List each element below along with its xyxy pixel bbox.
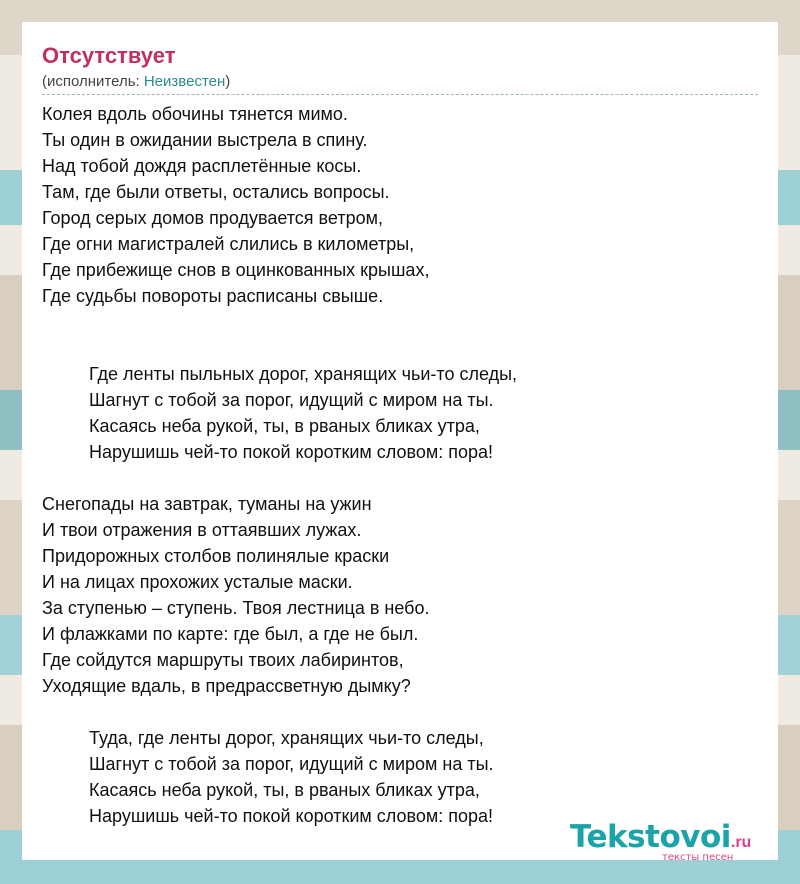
lyric-line: Нарушишь чей-то покой коротким словом: пора!	[89, 806, 494, 826]
lyrics-text	[42, 101, 758, 829]
logo-tld: .ru	[730, 834, 752, 851]
lyric-line: Где прибежище снов в оцинкованных крышах,	[42, 260, 430, 280]
performer-prefix: (исполнитель:	[42, 73, 144, 90]
lyric-line: И на лицах прохожих усталые маски.	[42, 572, 353, 592]
lyric-line: Где огни магистралей слились в километры,	[42, 234, 415, 254]
chorus-2	[42, 725, 758, 829]
lyric-line: И твои отражения в оттаявших лужах.	[42, 520, 362, 540]
chorus-1	[42, 361, 758, 465]
performer-link[interactable]: Неизвестен	[143, 73, 226, 90]
song-title: Отсутствует	[42, 43, 176, 68]
lyric-line: Касаясь неба рукой, ты, в рваных бликах утра,	[89, 780, 480, 800]
lyric-line: Ты один в ожидании выстрела в спину.	[42, 130, 368, 150]
performer-line	[42, 72, 758, 95]
lyric-line: Там, где были ответы, остались вопросы.	[42, 182, 390, 202]
lyric-line: Где ленты пыльных дорог, хранящих чьи-то следы,	[89, 364, 518, 384]
site-logo[interactable]	[570, 820, 780, 866]
lyric-line: Касаясь неба рукой, ты, в рваных бликах утра,	[89, 416, 480, 436]
lyric-line: Туда, где ленты дорог, хранящих чьи-то следы,	[89, 728, 484, 748]
lyric-line: Нарушишь чей-то покой коротким словом: пора!	[89, 442, 494, 462]
lyric-line: Где судьбы повороты расписаны свыше.	[42, 286, 384, 306]
lyric-line: Над тобой дождя расплетённые косы.	[42, 156, 362, 176]
logo-name: Tekstovoi	[570, 819, 731, 855]
lyric-line: Шагнут с тобой за порог, идущий с миром на ты.	[89, 390, 494, 410]
lyric-line: Уходящие вдаль, в предрассветную дымку?	[42, 676, 411, 696]
verse-2	[42, 491, 758, 699]
lyric-line: Где сойдутся маршруты твоих лабиринтов,	[42, 650, 404, 670]
logo-tagline: тексты песен	[662, 852, 734, 863]
lyric-line: За ступенью – ступень. Твоя лестница в небо.	[42, 598, 430, 618]
lyric-line: Колея вдоль обочины тянется мимо.	[42, 104, 348, 124]
verse-1	[42, 101, 758, 309]
lyric-line: Придорожных столбов полинялые краски	[42, 546, 390, 566]
performer-suffix: )	[225, 73, 231, 90]
lyric-line: Шагнут с тобой за порог, идущий с миром на ты.	[89, 754, 494, 774]
lyrics-card	[22, 22, 778, 860]
lyric-line: Снегопады на завтрак, туманы на ужин	[42, 494, 372, 514]
lyric-line: И флажками по карте: где был, а где не был.	[42, 624, 419, 644]
lyric-line: Город серых домов продувается ветром,	[42, 208, 383, 228]
